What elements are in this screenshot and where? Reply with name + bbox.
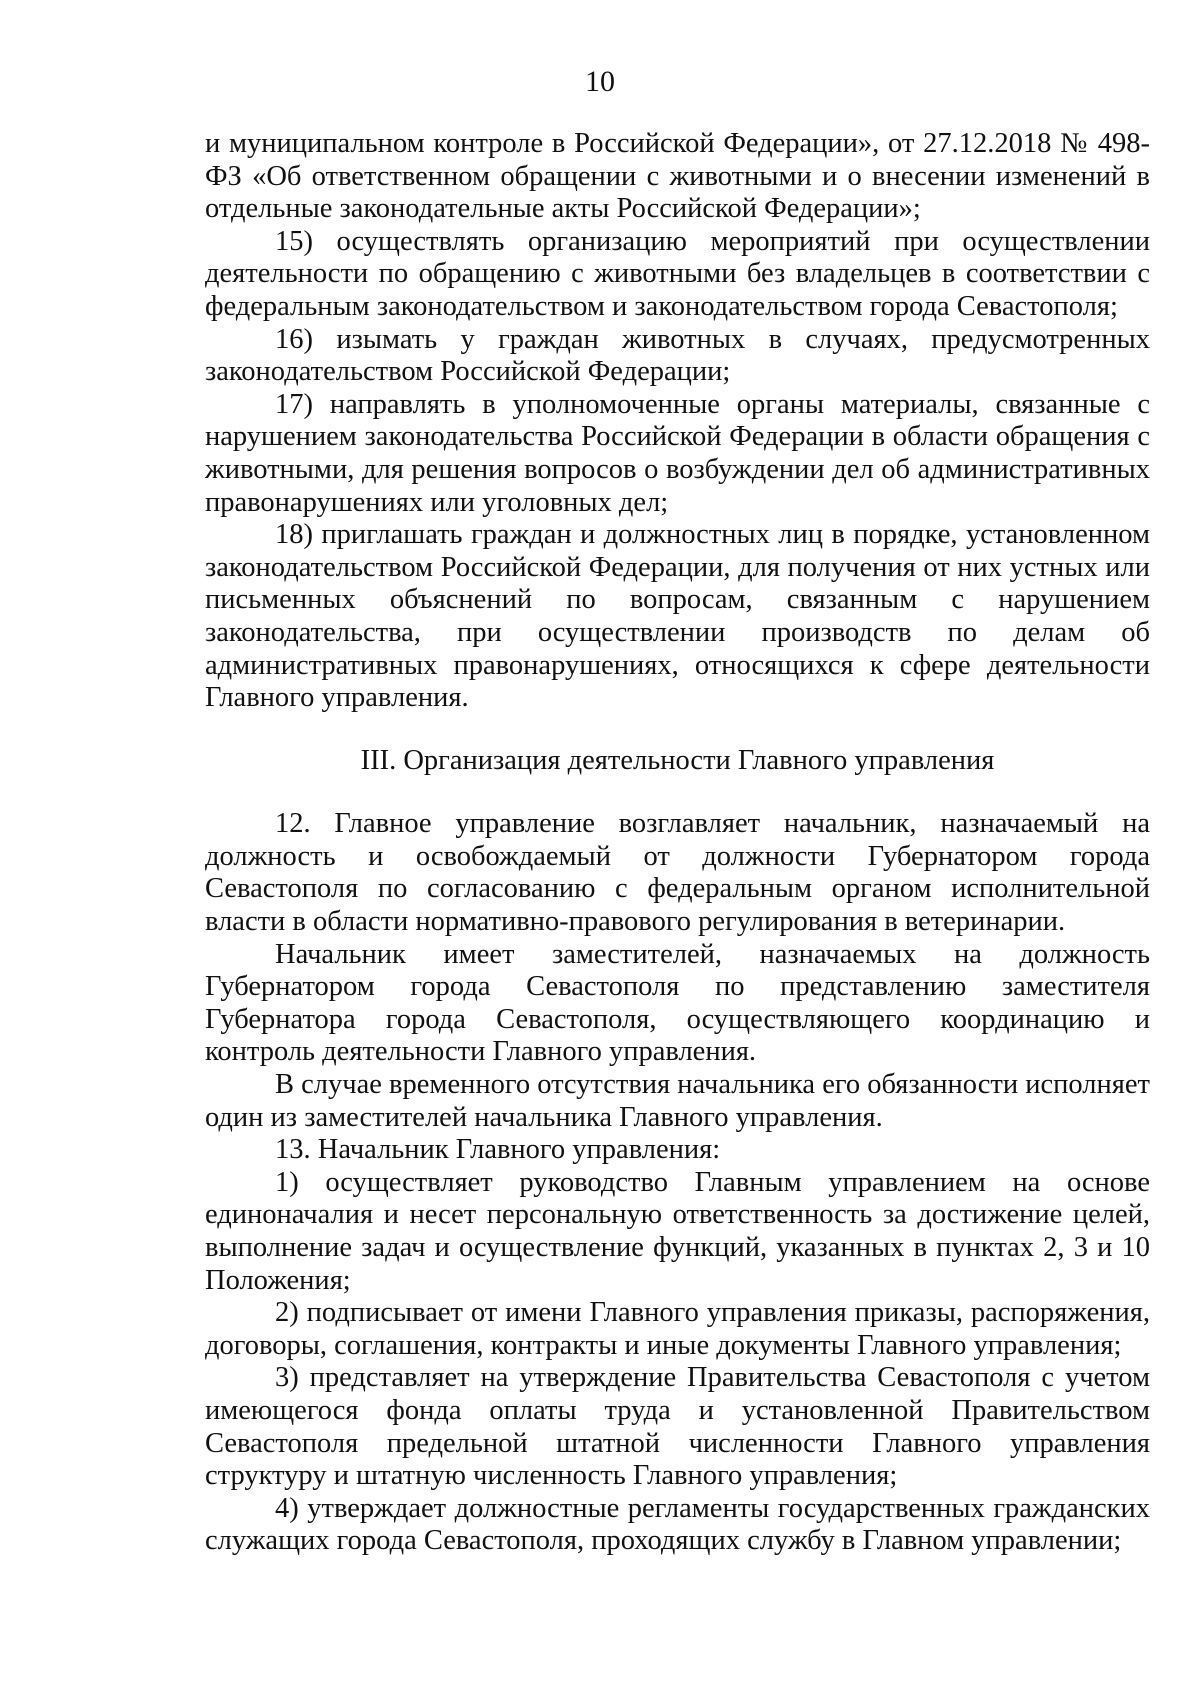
- paragraph-item-17: 17) направлять в уполномоченные органы материалы, связанные с нарушением законодательства Российской Федерации в области обращения с животными, для решения вопросов о возбуждении дел об административных правонарушениях или уголовных дел;: [205, 388, 1150, 518]
- page-number: 10: [585, 65, 615, 98]
- paragraph-item-18: 18) приглашать граждан и должностных лиц в порядке, установленном законодательством Российской Федерации, для получения от них устных или письменных объяснений по вопросам, связанным с нарушением законодательства, при осуществлении производств по делам об административных правонарушениях, относящихся к сфере деятельности Главного управления.: [205, 519, 1150, 714]
- paragraph-absence: В случае временного отсутствия начальника его обязанности исполняет один из заместителей начальника Главного управления.: [205, 1069, 1150, 1133]
- paragraph-subitem-2: 2) подписывает от имени Главного управления приказы, распоряжения, договоры, соглашения, контракты и иные документы Главного управления;: [205, 1297, 1150, 1361]
- paragraph-subitem-4: 4) утверждает должностные регламенты государственных гражданских служащих города Севастополя, проходящих службу в Главном управлении;: [205, 1492, 1150, 1557]
- document-body: [205, 128, 1150, 1558]
- paragraph-deputies: Начальник имеет заместителей, назначаемых на должность Губернатором города Севастополя по представлению заместителя Губернатора города Севастополя, осуществляющего координацию и контроль деятельности Главного управления.: [205, 938, 1150, 1068]
- paragraph-subitem-1: 1) осуществляет руководство Главным управлением на основе единоначалия и несет персональную ответственность за достижение целей, выполнение задач и осуществление функций, указанных в пунктах 2, 3 и 10 Положения;: [205, 1166, 1150, 1296]
- paragraph-subitem-3: 3) представляет на утверждение Правительства Севастополя с учетом имеющегося фонда оплаты труда и установленной Правительством Севастополя предельной штатной численности Главного управления структуру и штатную численность Главного управления;: [205, 1362, 1150, 1492]
- section-heading: III. Организация деятельности Главного управления: [360, 744, 995, 776]
- paragraph-clause-13: 13. Начальник Главного управления:: [275, 1134, 721, 1166]
- paragraph-clause-12: 12. Главное управление возглавляет начальник, назначаемый на должность и освобождаемый от должности Губернатором города Севастополя по согласованию с федеральным органом исполнительной власти в области нормативно-правового регулирования в ветеринарии.: [205, 808, 1150, 938]
- paragraph-continuation: и муниципальном контроле в Российской Федерации», от 27.12.2018 № 498-ФЗ «Об ответственном обращении с животными и о внесении изменений в отдельные законодательные акты Российской Федерации»;: [205, 128, 1150, 225]
- paragraph-item-16: 16) изымать у граждан животных в случаях, предусмотренных законодательством Российской Федерации;: [205, 323, 1150, 388]
- paragraph-item-15: 15) осуществлять организацию мероприятий при осуществлении деятельности по обращению с животными без владельцев в соответствии с федеральным законодательством и законодательством города Севастополя;: [205, 225, 1150, 322]
